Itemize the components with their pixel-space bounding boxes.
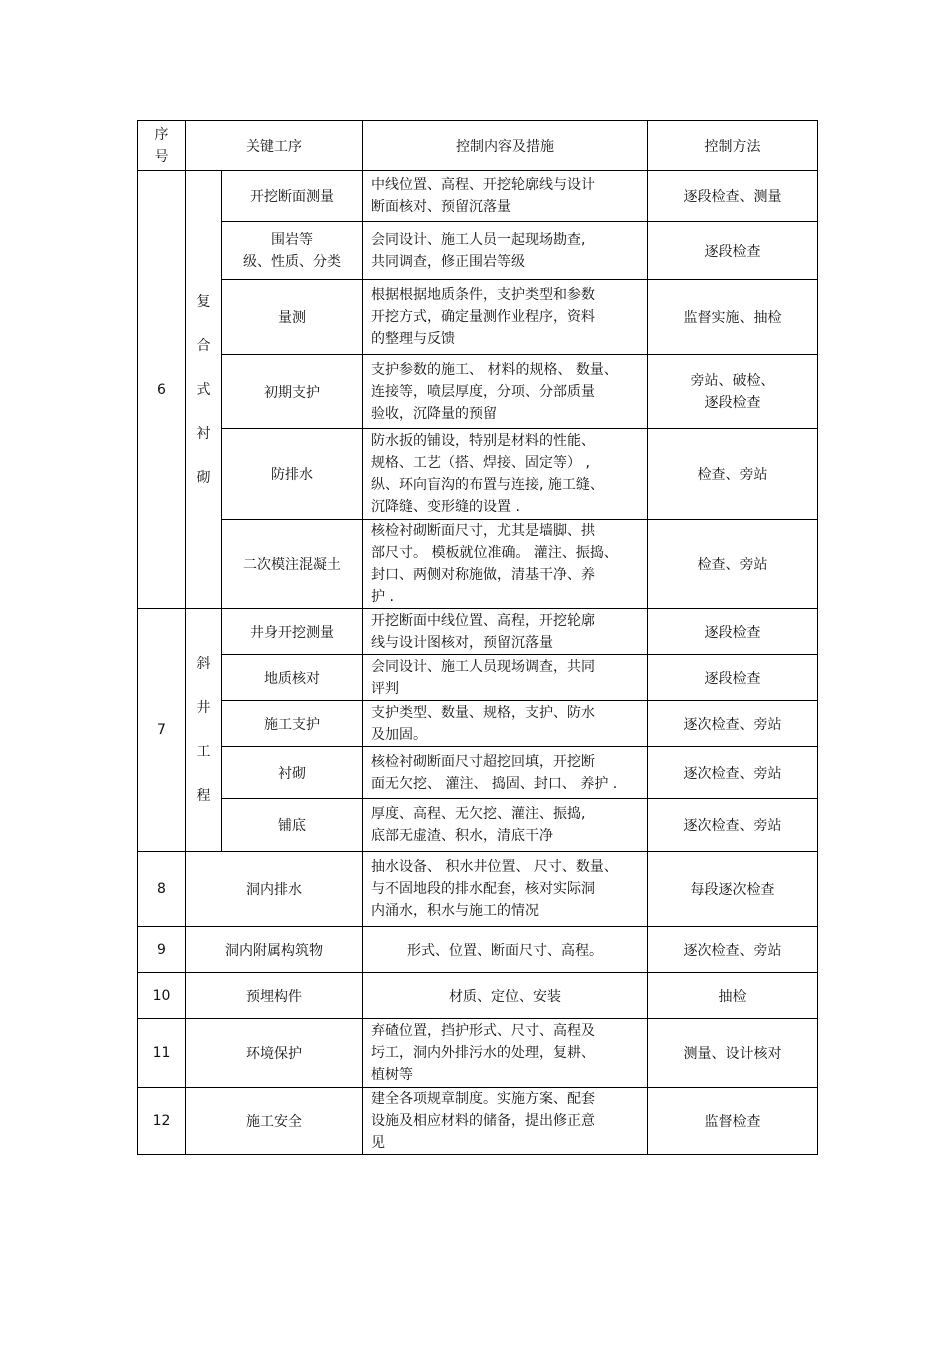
method-cell: 监督检查 <box>648 1088 818 1155</box>
table-row <box>138 973 818 1019</box>
table-row <box>138 747 818 799</box>
method-cell: 逐次检查、旁站 <box>648 927 818 973</box>
process-cell: 防排水 <box>222 429 363 520</box>
table-row <box>138 609 818 655</box>
table-row <box>138 429 818 520</box>
method-cell: 逐段检查 <box>648 222 818 280</box>
content-cell: 厚度、高程、无欠挖、灌注、振捣, 底部无虚渣、积水，清底干净 <box>363 799 648 852</box>
method-cell: 逐次检查、旁站 <box>648 701 818 747</box>
content-cell: 根据根据地质条件，支护类型和参数 开挖方式，确定量测作业程序，资料 的整理与反馈 <box>363 280 648 355</box>
content-cell: 材质、定位、安装 <box>363 973 648 1019</box>
method-cell: 逐段检查 <box>648 609 818 655</box>
table-row <box>138 171 818 222</box>
method-cell: 旁站、破检、 逐段检查 <box>648 355 818 429</box>
method-cell: 逐段检查、测量 <box>648 171 818 222</box>
process-cell: 地质核对 <box>222 655 363 701</box>
process-cell: 洞内附属构筑物 <box>186 927 363 973</box>
process-cell: 井身开挖测量 <box>222 609 363 655</box>
content-cell: 核检衬砌断面尺寸，尤其是墙脚、拱 部尺寸。 模板就位准确。 灌注、振捣、 封口、两侧对称施做，清基干净、养 护 . <box>363 520 648 609</box>
process-cell: 施工安全 <box>186 1088 363 1155</box>
group-name-cell: 斜 井 工 程 <box>186 609 222 852</box>
table-row <box>138 799 818 852</box>
content-cell: 开挖断面中线位置、高程，开挖轮廓 线与设计图核对，预留沉落量 <box>363 609 648 655</box>
seq-cell: 8 <box>138 852 186 927</box>
method-cell: 测量、设计核对 <box>648 1019 818 1088</box>
process-cell: 二次模注混凝土 <box>222 520 363 609</box>
table-row <box>138 655 818 701</box>
table-row <box>138 852 818 927</box>
header-process: 关键工序 <box>186 121 363 171</box>
process-cell: 开挖断面测量 <box>222 171 363 222</box>
header-content: 控制内容及措施 <box>363 121 648 171</box>
content-cell: 会同设计、施工人员一起现场勘查, 共同调查，修正围岩等级 <box>363 222 648 280</box>
process-cell: 洞内排水 <box>186 852 363 927</box>
table-row <box>138 1019 818 1088</box>
table-row <box>138 701 818 747</box>
content-cell: 形式、位置、断面尺寸、高程。 <box>363 927 648 973</box>
seq-cell: 12 <box>138 1088 186 1155</box>
control-table <box>137 120 818 1155</box>
content-cell: 弃碴位置，挡护形式、尺寸、高程及 圬工，洞内外排污水的处理，复耕、 植树等 <box>363 1019 648 1088</box>
content-cell: 抽水设备、 积水井位置、 尺寸、数量、 与不固地段的排水配套，核对实际洞 内涌水，积水与施工的情况 <box>363 852 648 927</box>
content-cell: 防水扳的铺设，特别是材料的性能、 规格、工艺（搭、焊接、固定等） , 纵、环向盲沟的布置与连接, 施工缝、 沉降缝、变形缝的设置 . <box>363 429 648 520</box>
content-cell: 核检衬砌断面尺寸超挖回填，开挖断 面无欠挖、 灌注、 捣固、封口、 养护 . <box>363 747 648 799</box>
process-cell: 围岩等 级、性质、分类 <box>222 222 363 280</box>
header-seq: 序 号 <box>138 121 186 171</box>
table-row <box>138 520 818 609</box>
table-row <box>138 927 818 973</box>
method-cell: 监督实施、抽检 <box>648 280 818 355</box>
method-cell: 检查、旁站 <box>648 429 818 520</box>
process-cell: 施工支护 <box>222 701 363 747</box>
process-cell: 预埋构件 <box>186 973 363 1019</box>
seq-cell: 9 <box>138 927 186 973</box>
table-row <box>138 280 818 355</box>
seq-cell: 10 <box>138 973 186 1019</box>
process-cell: 环境保护 <box>186 1019 363 1088</box>
content-cell: 会同设计、施工人员现场调查，共同 评判 <box>363 655 648 701</box>
process-cell: 衬砌 <box>222 747 363 799</box>
table-row <box>138 1088 818 1155</box>
process-cell: 初期支护 <box>222 355 363 429</box>
method-cell: 逐次检查、旁站 <box>648 799 818 852</box>
table-row <box>138 355 818 429</box>
content-cell: 中线位置、高程、开挖轮廓线与设计 断面核对、预留沉落量 <box>363 171 648 222</box>
seq-cell: 11 <box>138 1019 186 1088</box>
process-cell: 量测 <box>222 280 363 355</box>
group-name-cell: 复 合 式 衬 砌 <box>186 171 222 609</box>
table-row <box>138 222 818 280</box>
method-cell: 逐次检查、旁站 <box>648 747 818 799</box>
method-cell: 每段逐次检查 <box>648 852 818 927</box>
method-cell: 检查、旁站 <box>648 520 818 609</box>
content-cell: 建全各项规章制度。实施方案、配套 设施及相应材料的储备，提出修正意 见 <box>363 1088 648 1155</box>
seq-cell: 6 <box>138 171 186 609</box>
content-cell: 支护类型、数量、规格，支护、防水 及加固。 <box>363 701 648 747</box>
seq-cell: 7 <box>138 609 186 852</box>
header-row <box>138 121 818 171</box>
method-cell: 抽检 <box>648 973 818 1019</box>
method-cell: 逐段检查 <box>648 655 818 701</box>
header-method: 控制方法 <box>648 121 818 171</box>
process-cell: 铺底 <box>222 799 363 852</box>
content-cell: 支护参数的施工、 材料的规格、 数量、 连接等，喷层厚度，分项、分部质量 验收，沉降量的预留 <box>363 355 648 429</box>
